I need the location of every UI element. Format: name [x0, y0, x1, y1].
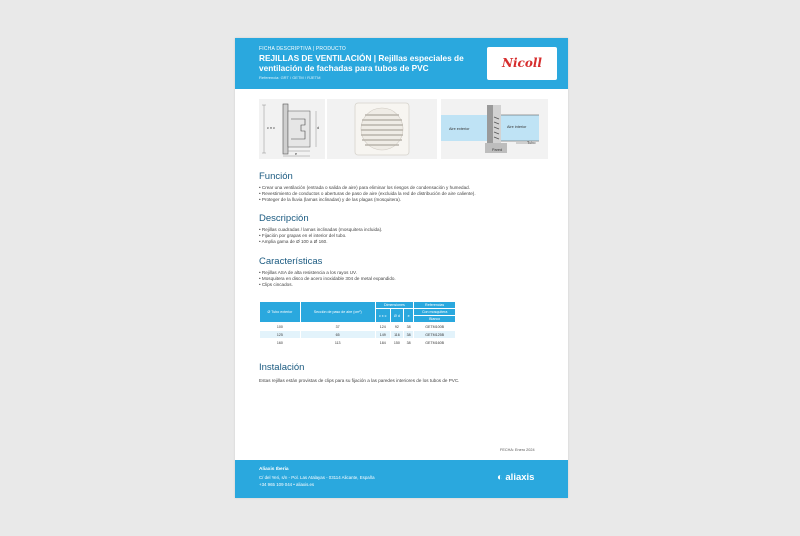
company-name: Aliaxis Iberia [259, 467, 289, 472]
col-header-color: Blanco [414, 316, 456, 323]
list-item: • Amplia gama de Ø 100 a Ø 160. [259, 239, 328, 245]
table-cell: 160 [260, 339, 301, 347]
table-cell: 125 [260, 331, 301, 339]
section-title-instalacion: Instalación [259, 362, 305, 373]
datasheet-page [235, 38, 568, 498]
company-contact: +34 965 109 044 • aliaxis.es [259, 482, 315, 487]
table-cell: 116 [390, 331, 403, 339]
list-item: • Rejillas cuadradas / lamas inclinadas (mosquitera incluida). [259, 227, 383, 232]
table-cell: 92 [390, 323, 403, 331]
reference-line: Referencia: GRT / GETM / RJETM [259, 75, 321, 80]
dimensions-table [259, 301, 456, 347]
table-cell: 65 [300, 331, 375, 339]
date-label: FECHA: Enero 2024 [500, 448, 535, 452]
label-tubo: Tubo [527, 141, 536, 145]
col-header-cxc: c x c [375, 309, 390, 323]
header-kicker: FICHA DESCRIPTIVA | PRODUCTO [259, 46, 347, 52]
list-item: • Revestimiento de conductos o aberturas de paso de aire (excluida la red de distribución de aire caliente). [259, 191, 476, 197]
drawing-label-e: e [295, 152, 298, 156]
instalacion-text: Estas rejillas están provistas de clips para su fijación a las paredes interiores de los tubos de PVC. [259, 378, 460, 383]
list-item: • Proteger de la lluvia (lamas inclinadas) y de las plagas (mosquitera). [259, 197, 402, 203]
list-item: • Mosquitera en disco de acero inoxidable 304 de metal expandido. [259, 276, 396, 282]
section-title-descripcion: Descripción [259, 213, 309, 224]
nicoll-logo [487, 47, 557, 80]
product-grille-svg [327, 99, 437, 159]
drawing-label-cnc: c n c [267, 126, 276, 130]
table-cell: 113 [300, 339, 375, 347]
section-title-caracteristicas: Características [259, 256, 323, 267]
table-row [260, 339, 456, 347]
col-header-e: e [404, 309, 414, 323]
company-address: C/ del Yeri, s/n - Pol. Las Atalayas - 03114 Alicante, España [259, 475, 375, 480]
label-aire-exterior: Aire exterior [449, 127, 470, 131]
aliaxis-logo-icon: ◐ [497, 472, 503, 483]
table-cell: GETM100B [414, 323, 456, 331]
descripcion-list [259, 227, 382, 246]
col-header-tube: Ø Tubo exterior [260, 302, 301, 323]
table-cell: 150 [390, 339, 403, 347]
table-cell: 149 [375, 331, 390, 339]
table-cell: GETM160B [414, 339, 456, 347]
table-cell: 38 [404, 331, 414, 339]
table-cell: 37 [300, 323, 375, 331]
funcion-list [259, 185, 476, 204]
col-header-section: Sección de paso de aire (cm²) [300, 302, 375, 323]
technical-drawing [259, 99, 325, 159]
installation-section [441, 99, 548, 159]
label-pared: Pared [492, 148, 503, 152]
header-band [235, 38, 568, 89]
table-cell: 124 [375, 323, 390, 331]
label-aire-interior: Aire interior [507, 125, 527, 129]
list-item: • Rejillas ASA de alta resistencia a los rayos UV. [259, 270, 357, 275]
list-item: • Crear una ventilación (entrada o salida de aire) para eliminar los riesgos de condensación y humedad. [259, 185, 470, 190]
table-cell: 184 [375, 339, 390, 347]
table-row [260, 331, 456, 339]
col-header-od: Ø d [390, 309, 403, 323]
col-header-with-mesh: Con mosquitera [414, 309, 456, 316]
col-header-dimensions: Dimensiones [375, 302, 414, 309]
table-cell: 100 [260, 323, 301, 331]
table-cell: 38 [404, 323, 414, 331]
aliaxis-logo [497, 472, 534, 483]
list-item: • Fijación por grapas en el interior del tubo. [259, 233, 347, 239]
table-row [260, 323, 456, 331]
drawing-label-d: d [317, 126, 320, 130]
list-item: • Clips cincados. [259, 282, 293, 288]
col-header-references: Referencias [414, 302, 456, 309]
footer-band [235, 460, 568, 498]
section-title-funcion: Función [259, 171, 293, 182]
page-title: REJILLAS DE VENTILACIÓN | Rejillas especiales de ventilación de fachadas para tubos de PVC [259, 53, 464, 73]
nicoll-logo-text: Nicoll [502, 56, 542, 70]
table-cell: GETM125B [414, 331, 456, 339]
caracteristicas-list [259, 270, 396, 289]
table-cell: 38 [404, 339, 414, 347]
product-photo [327, 99, 437, 159]
aliaxis-logo-text: aliaxis [505, 472, 535, 483]
